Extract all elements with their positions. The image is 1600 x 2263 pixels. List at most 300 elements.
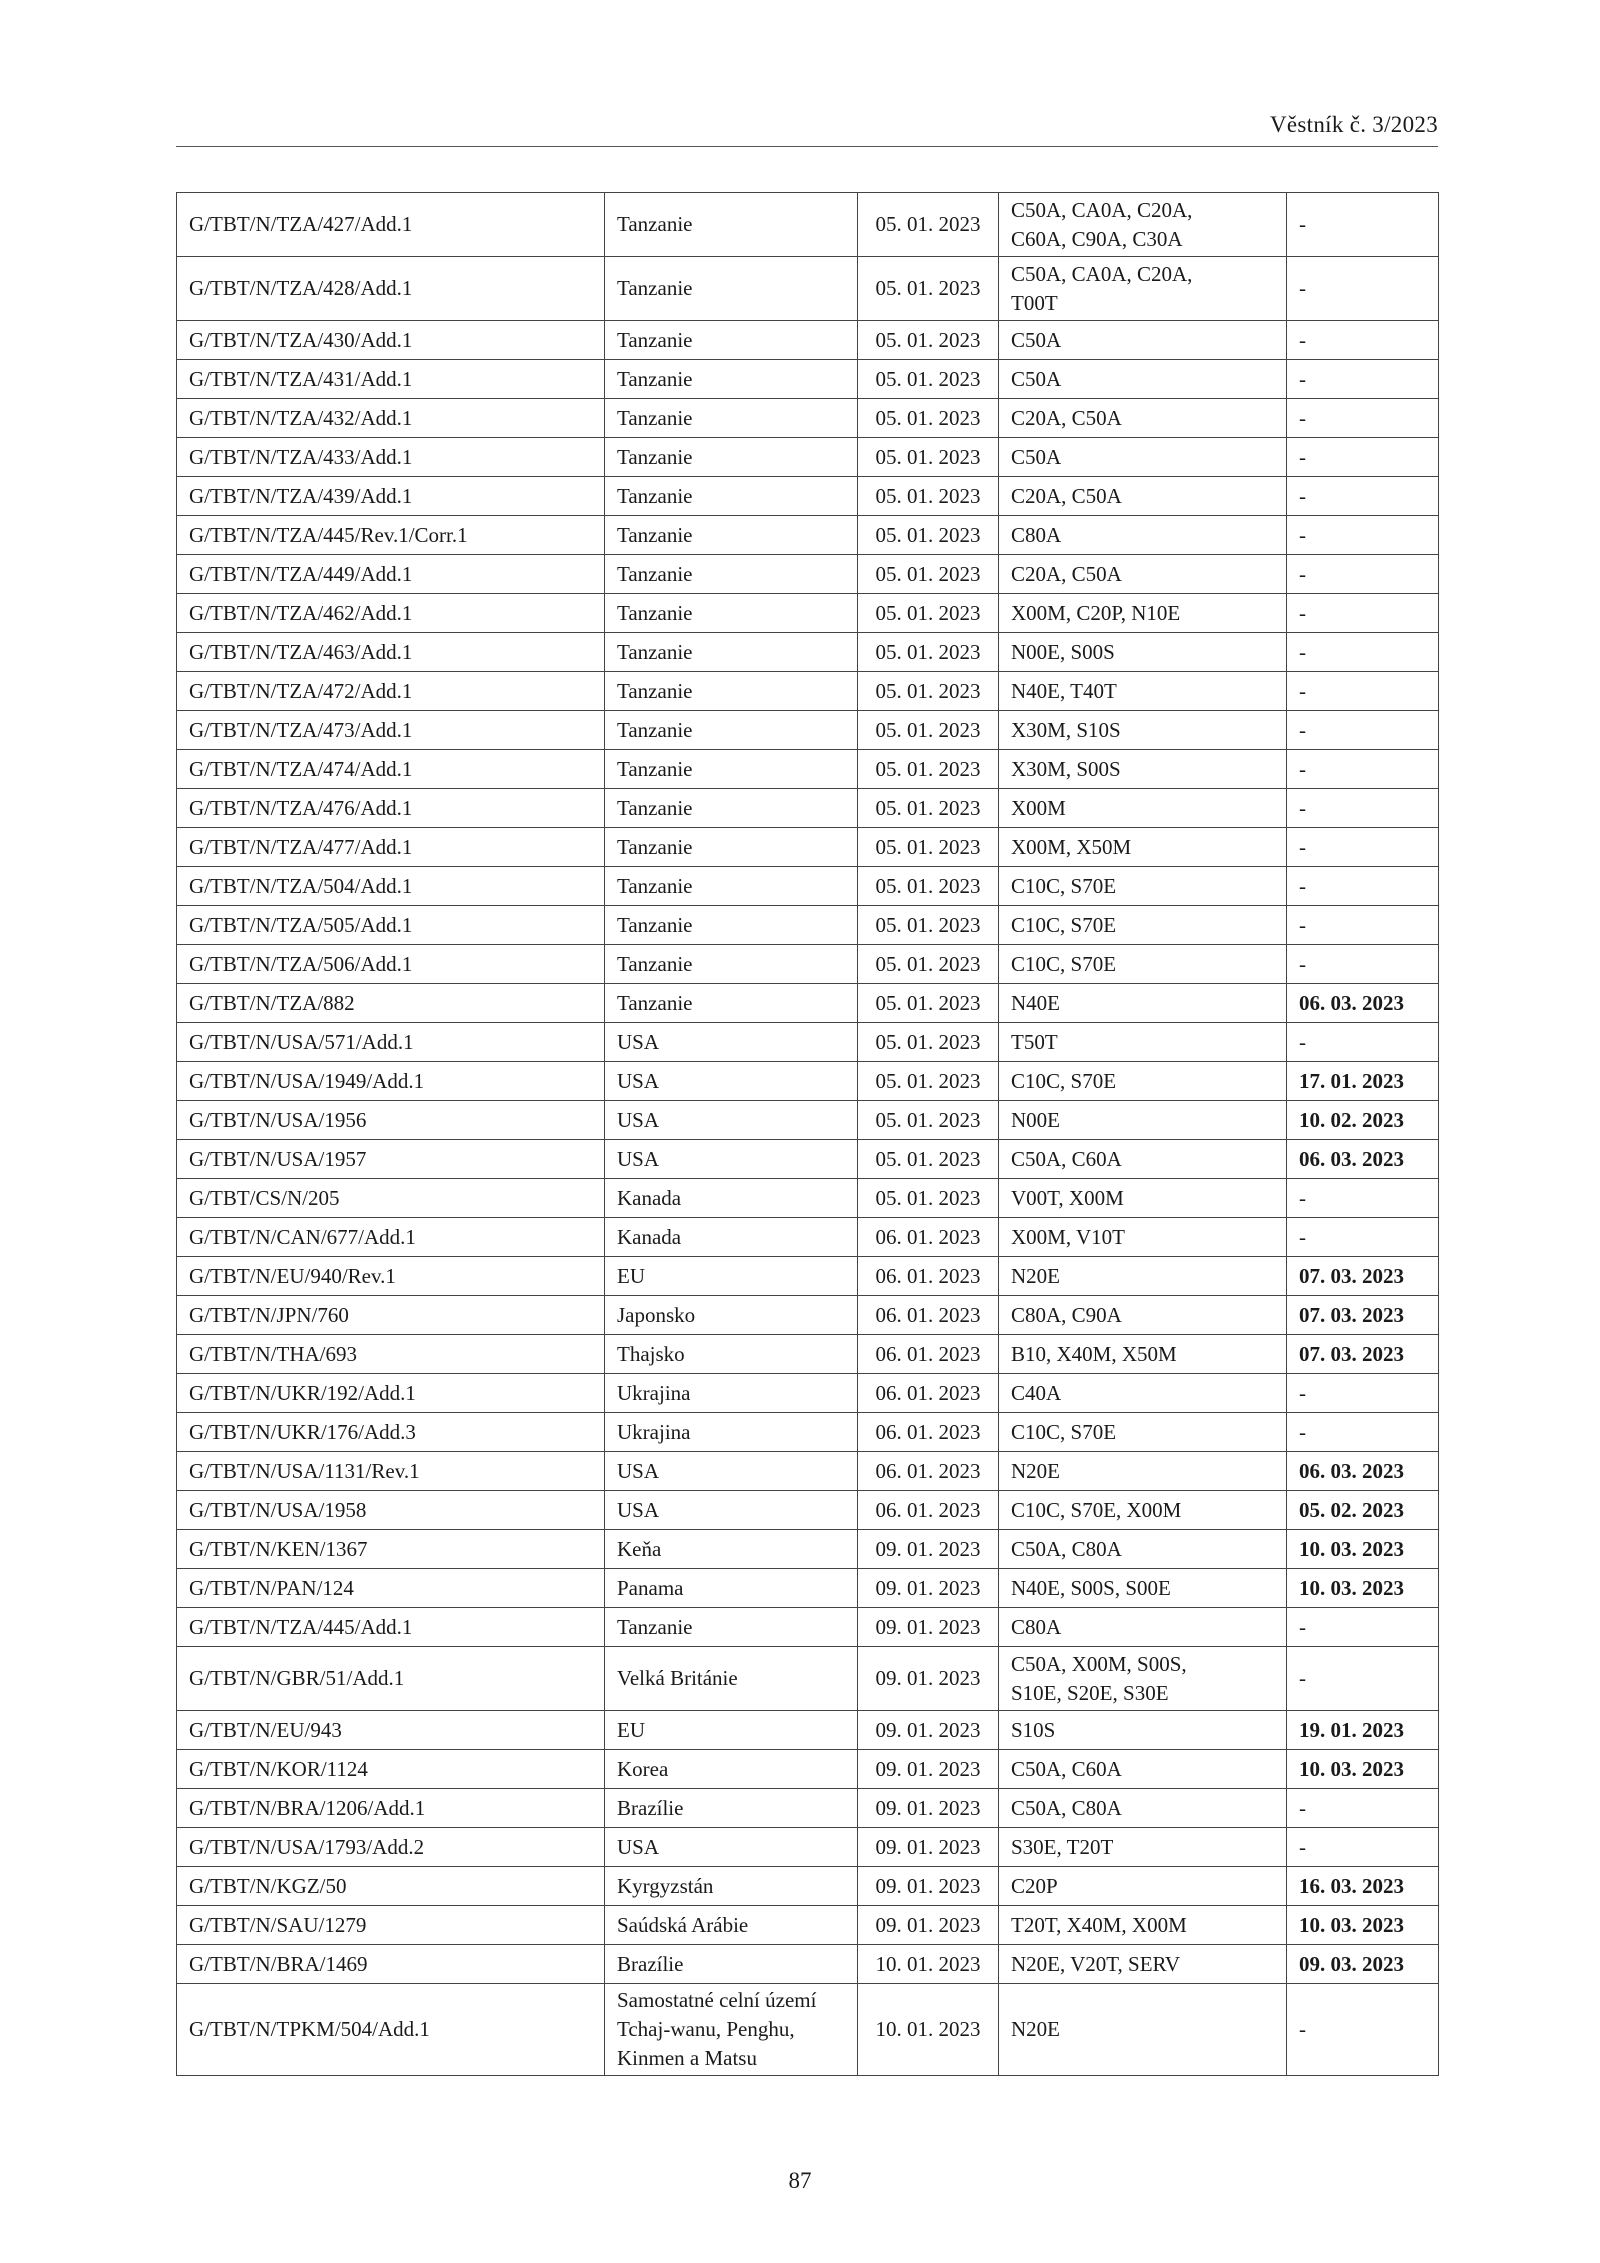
codes-text: N40E, S00S, S00E [1011, 1575, 1171, 1600]
codes-cell [999, 1711, 1287, 1750]
date-text: 05. 01. 2023 [875, 678, 981, 703]
deadline-cell [1287, 1296, 1439, 1335]
date-cell [858, 1647, 999, 1711]
deadline-cell [1287, 1491, 1439, 1530]
notification-ref-text: G/TBT/N/TZA/449/Add.1 [189, 561, 413, 586]
country-cell [605, 906, 858, 945]
date-text: 06. 01. 2023 [875, 1380, 981, 1405]
codes-cell [999, 1140, 1287, 1179]
codes-cell [999, 193, 1287, 257]
table-row [177, 1140, 1439, 1179]
notification-ref-text: G/TBT/N/TZA/504/Add.1 [189, 873, 413, 898]
country-text: Tanzanie [617, 912, 693, 937]
date-cell [858, 633, 999, 672]
country-cell [605, 1140, 858, 1179]
deadline-text: 06. 03. 2023 [1299, 1146, 1404, 1171]
notification-ref-cell [177, 1257, 605, 1296]
country-text: Tanzanie [617, 678, 693, 703]
date-cell [858, 1491, 999, 1530]
table-row [177, 257, 1439, 321]
codes-cell [999, 516, 1287, 555]
date-cell [858, 1062, 999, 1101]
country-text: Kanada [617, 1224, 682, 1249]
country-text: Kanada [617, 1185, 682, 1210]
deadline-text: - [1299, 522, 1306, 547]
date-cell [858, 1335, 999, 1374]
date-cell [858, 906, 999, 945]
deadline-text: - [1299, 1614, 1306, 1639]
country-cell [605, 789, 858, 828]
country-cell [605, 1945, 858, 1984]
notification-ref-cell [177, 555, 605, 594]
date-text: 05. 01. 2023 [875, 327, 981, 352]
notification-ref-cell [177, 984, 605, 1023]
notification-ref-text: G/TBT/N/KEN/1367 [189, 1536, 368, 1561]
codes-cell [999, 1945, 1287, 1984]
deadline-text: 10. 03. 2023 [1299, 1536, 1404, 1561]
codes-cell [999, 1750, 1287, 1789]
country-text: Tanzanie [617, 756, 693, 781]
codes-text: C50A, C80A [1011, 1795, 1122, 1820]
date-cell [858, 789, 999, 828]
notification-ref-text: G/TBT/N/TZA/473/Add.1 [189, 717, 413, 742]
deadline-cell [1287, 1257, 1439, 1296]
codes-text: X30M, S10S [1011, 717, 1121, 742]
country-text: Kyrgyzstán [617, 1873, 714, 1898]
deadline-cell [1287, 1984, 1439, 2076]
codes-text: C10C, S70E [1011, 951, 1117, 976]
country-text: Thajsko [617, 1341, 685, 1366]
codes-text: C50A, X00M, S00S, S10E, S20E, S30E [1011, 1651, 1187, 1705]
deadline-text: 10. 03. 2023 [1299, 1575, 1404, 1600]
country-cell [605, 1413, 858, 1452]
date-text: 05. 01. 2023 [875, 1185, 981, 1210]
date-cell [858, 984, 999, 1023]
table-row [177, 321, 1439, 360]
deadline-text: - [1299, 276, 1306, 300]
country-cell [605, 1867, 858, 1906]
country-text: Keňa [617, 1536, 662, 1561]
date-text: 05. 01. 2023 [875, 990, 981, 1015]
date-cell [858, 867, 999, 906]
country-cell [605, 1530, 858, 1569]
notification-ref-cell [177, 1750, 605, 1789]
date-text: 09. 01. 2023 [875, 1614, 981, 1639]
codes-text: C80A [1011, 1614, 1062, 1639]
date-text: 05. 01. 2023 [875, 873, 981, 898]
notification-ref-cell [177, 828, 605, 867]
codes-text: C50A [1011, 366, 1062, 391]
table-row [177, 1374, 1439, 1413]
codes-text: C40A [1011, 1380, 1062, 1405]
table-row [177, 516, 1439, 555]
codes-text: C20P [1011, 1873, 1058, 1898]
notification-ref-cell [177, 672, 605, 711]
date-cell [858, 1530, 999, 1569]
notification-ref-text: G/TBT/N/BRA/1469 [189, 1951, 368, 1976]
country-text: USA [617, 1458, 660, 1483]
notification-ref-cell [177, 1711, 605, 1750]
deadline-cell [1287, 1179, 1439, 1218]
country-text: USA [617, 1029, 660, 1054]
deadline-cell [1287, 789, 1439, 828]
notification-ref-cell [177, 1452, 605, 1491]
deadline-cell [1287, 477, 1439, 516]
deadline-text: - [1299, 912, 1306, 937]
deadline-cell [1287, 945, 1439, 984]
codes-text: B10, X40M, X50M [1011, 1341, 1177, 1366]
country-cell [605, 750, 858, 789]
deadline-cell [1287, 1750, 1439, 1789]
notification-ref-text: G/TBT/N/UKR/176/Add.3 [189, 1419, 416, 1444]
codes-cell [999, 1906, 1287, 1945]
date-cell [858, 945, 999, 984]
date-cell [858, 257, 999, 321]
date-cell [858, 672, 999, 711]
codes-cell [999, 594, 1287, 633]
notification-ref-text: G/TBT/N/USA/1956 [189, 1107, 367, 1132]
deadline-cell [1287, 984, 1439, 1023]
country-cell [605, 1608, 858, 1647]
country-cell [605, 1569, 858, 1608]
country-text: Tanzanie [617, 366, 693, 391]
codes-cell [999, 1101, 1287, 1140]
country-cell [605, 1984, 858, 2076]
country-cell [605, 1335, 858, 1374]
notification-ref-cell [177, 1140, 605, 1179]
table-row [177, 1867, 1439, 1906]
country-cell [605, 1647, 858, 1711]
date-cell [858, 438, 999, 477]
country-text: USA [617, 1107, 660, 1132]
codes-cell [999, 867, 1287, 906]
country-cell [605, 633, 858, 672]
deadline-text: - [1299, 444, 1306, 469]
codes-text: N40E [1011, 990, 1060, 1015]
bulletin-title: Věstník č. 3/2023 [1270, 112, 1438, 137]
date-cell [858, 1374, 999, 1413]
deadline-text: - [1299, 561, 1306, 586]
notification-ref-cell [177, 1179, 605, 1218]
country-cell [605, 438, 858, 477]
country-cell [605, 193, 858, 257]
country-cell [605, 1257, 858, 1296]
date-cell [858, 1608, 999, 1647]
codes-text: C50A, CA0A, C20A, T00T [1011, 261, 1193, 315]
deadline-text: 19. 01. 2023 [1299, 1717, 1404, 1742]
country-cell [605, 1750, 858, 1789]
country-cell [605, 867, 858, 906]
codes-cell [999, 1984, 1287, 2076]
codes-cell [999, 399, 1287, 438]
codes-text: C20A, C50A [1011, 405, 1122, 430]
deadline-text: 06. 03. 2023 [1299, 1458, 1404, 1483]
table-row [177, 1179, 1439, 1218]
deadline-text: - [1299, 873, 1306, 898]
country-text: Tanzanie [617, 717, 693, 742]
date-cell [858, 1023, 999, 1062]
codes-text: X00M, V10T [1011, 1224, 1125, 1249]
country-text: USA [617, 1497, 660, 1522]
notification-ref-cell [177, 750, 605, 789]
table-row [177, 1452, 1439, 1491]
codes-cell [999, 1413, 1287, 1452]
notification-ref-cell [177, 477, 605, 516]
country-cell [605, 984, 858, 1023]
notification-ref-cell [177, 594, 605, 633]
deadline-cell [1287, 321, 1439, 360]
notification-ref-cell [177, 1491, 605, 1530]
codes-text: T50T [1011, 1029, 1058, 1054]
table-row [177, 1101, 1439, 1140]
notification-ref-text: G/TBT/N/SAU/1279 [189, 1912, 367, 1937]
date-text: 09. 01. 2023 [875, 1912, 981, 1937]
table-row [177, 867, 1439, 906]
table-row [177, 438, 1439, 477]
country-cell [605, 360, 858, 399]
deadline-cell [1287, 867, 1439, 906]
table-row [177, 984, 1439, 1023]
deadline-text: - [1299, 1834, 1306, 1859]
country-cell [605, 1711, 858, 1750]
table-row [177, 1335, 1439, 1374]
table-row [177, 1413, 1439, 1452]
codes-text: X00M, C20P, N10E [1011, 600, 1181, 625]
notification-ref-text: G/TBT/N/KOR/1124 [189, 1756, 368, 1781]
codes-text: C20A, C50A [1011, 483, 1122, 508]
date-text: 05. 01. 2023 [875, 522, 981, 547]
notification-ref-text: G/TBT/N/TZA/462/Add.1 [189, 600, 413, 625]
date-cell [858, 1452, 999, 1491]
country-text: EU [617, 1717, 645, 1742]
notification-ref-cell [177, 1608, 605, 1647]
country-text: Tanzanie [617, 795, 693, 820]
codes-text: C10C, S70E [1011, 1419, 1117, 1444]
date-cell [858, 1179, 999, 1218]
codes-cell [999, 906, 1287, 945]
codes-cell [999, 633, 1287, 672]
date-cell [858, 1218, 999, 1257]
country-text: Tanzanie [617, 405, 693, 430]
date-text: 05. 01. 2023 [875, 1029, 981, 1054]
country-cell [605, 1374, 858, 1413]
country-cell [605, 828, 858, 867]
deadline-cell [1287, 633, 1439, 672]
country-text: Ukrajina [617, 1419, 691, 1444]
notification-ref-text: G/TBT/N/USA/1131/Rev.1 [189, 1458, 420, 1483]
date-text: 05. 01. 2023 [875, 444, 981, 469]
codes-cell [999, 360, 1287, 399]
deadline-cell [1287, 1023, 1439, 1062]
codes-text: V00T, X00M [1011, 1185, 1124, 1210]
date-text: 10. 01. 2023 [875, 1951, 981, 1976]
notification-ref-text: G/TBT/N/CAN/677/Add.1 [189, 1224, 416, 1249]
country-cell [605, 1023, 858, 1062]
notification-ref-text: G/TBT/N/USA/1958 [189, 1497, 367, 1522]
country-text: Tanzanie [617, 951, 693, 976]
table-row [177, 1711, 1439, 1750]
notification-ref-cell [177, 906, 605, 945]
notification-ref-cell [177, 1984, 605, 2076]
date-cell [858, 1984, 999, 2076]
deadline-cell [1287, 1452, 1439, 1491]
country-cell [605, 1906, 858, 1945]
date-text: 05. 01. 2023 [875, 951, 981, 976]
deadline-text: - [1299, 1185, 1306, 1210]
country-cell [605, 321, 858, 360]
codes-text: S30E, T20T [1011, 1834, 1114, 1859]
date-cell [858, 1101, 999, 1140]
country-text: USA [617, 1068, 660, 1093]
date-text: 05. 01. 2023 [875, 483, 981, 508]
country-text: Tanzanie [617, 834, 693, 859]
deadline-text: - [1299, 795, 1306, 820]
notification-ref-text: G/TBT/N/TZA/477/Add.1 [189, 834, 413, 859]
codes-cell [999, 789, 1287, 828]
table-row [177, 594, 1439, 633]
date-text: 06. 01. 2023 [875, 1302, 981, 1327]
notification-ref-cell [177, 1218, 605, 1257]
deadline-text: - [1299, 1419, 1306, 1444]
codes-cell [999, 711, 1287, 750]
notification-ref-text: G/TBT/N/TZA/505/Add.1 [189, 912, 413, 937]
notification-ref-cell [177, 438, 605, 477]
codes-cell [999, 1296, 1287, 1335]
country-cell [605, 945, 858, 984]
notification-ref-cell [177, 1413, 605, 1452]
date-text: 09. 01. 2023 [875, 1717, 981, 1742]
notification-ref-cell [177, 1530, 605, 1569]
date-text: 05. 01. 2023 [875, 834, 981, 859]
codes-cell [999, 945, 1287, 984]
notification-ref-cell [177, 321, 605, 360]
table-row [177, 1569, 1439, 1608]
date-text: 05. 01. 2023 [875, 1107, 981, 1132]
table-row [177, 633, 1439, 672]
country-text: Korea [617, 1756, 669, 1781]
date-cell [858, 1296, 999, 1335]
deadline-text: - [1299, 212, 1306, 236]
notification-ref-text: G/TBT/N/PAN/124 [189, 1575, 354, 1600]
date-cell [858, 594, 999, 633]
codes-cell [999, 750, 1287, 789]
codes-cell [999, 257, 1287, 321]
deadline-cell [1287, 1867, 1439, 1906]
country-text: EU [617, 1263, 645, 1288]
deadline-cell [1287, 711, 1439, 750]
notification-ref-cell [177, 1789, 605, 1828]
notification-ref-cell [177, 1023, 605, 1062]
codes-text: S10S [1011, 1717, 1056, 1742]
notification-ref-text: G/TBT/N/TZA/432/Add.1 [189, 405, 413, 430]
table-row [177, 1647, 1439, 1711]
deadline-text: - [1299, 1380, 1306, 1405]
deadline-cell [1287, 1218, 1439, 1257]
deadline-text: 09. 03. 2023 [1299, 1951, 1404, 1976]
deadline-text: - [1299, 717, 1306, 742]
deadline-cell [1287, 555, 1439, 594]
codes-text: C80A, C90A [1011, 1302, 1122, 1327]
country-text: Japonsko [617, 1302, 696, 1327]
codes-text: X30M, S00S [1011, 756, 1121, 781]
country-text: Panama [617, 1575, 684, 1600]
codes-text: N00E, S00S [1011, 639, 1115, 664]
notification-ref-cell [177, 360, 605, 399]
deadline-cell [1287, 1101, 1439, 1140]
table-row [177, 1257, 1439, 1296]
codes-cell [999, 1179, 1287, 1218]
table-row [177, 1828, 1439, 1867]
notification-ref-cell [177, 945, 605, 984]
codes-text: T20T, X40M, X00M [1011, 1912, 1187, 1937]
codes-cell [999, 1374, 1287, 1413]
date-text: 05. 01. 2023 [875, 561, 981, 586]
notification-ref-text: G/TBT/N/TPKM/504/Add.1 [189, 2017, 430, 2041]
deadline-cell [1287, 1906, 1439, 1945]
notification-ref-text: G/TBT/N/USA/1793/Add.2 [189, 1834, 425, 1859]
deadline-text: - [1299, 327, 1306, 352]
date-text: 06. 01. 2023 [875, 1497, 981, 1522]
notification-ref-text: G/TBT/N/TZA/439/Add.1 [189, 483, 413, 508]
notification-ref-text: G/TBT/N/JPN/760 [189, 1302, 349, 1327]
date-cell [858, 1257, 999, 1296]
notification-ref-text: G/TBT/N/TZA/445/Rev.1/Corr.1 [189, 522, 468, 547]
date-cell [858, 399, 999, 438]
date-text: 10. 01. 2023 [875, 2017, 981, 2041]
country-cell [605, 1101, 858, 1140]
codes-text: C50A, C60A [1011, 1756, 1122, 1781]
codes-cell [999, 1789, 1287, 1828]
codes-cell [999, 1452, 1287, 1491]
date-cell [858, 555, 999, 594]
notification-ref-text: G/TBT/N/TZA/445/Add.1 [189, 1614, 413, 1639]
date-text: 09. 01. 2023 [875, 1536, 981, 1561]
codes-cell [999, 1491, 1287, 1530]
deadline-text: - [1299, 600, 1306, 625]
notification-ref-text: G/TBT/N/USA/1957 [189, 1146, 367, 1171]
table-row [177, 828, 1439, 867]
country-cell [605, 594, 858, 633]
deadline-cell [1287, 750, 1439, 789]
deadline-cell [1287, 1789, 1439, 1828]
date-text: 09. 01. 2023 [875, 1575, 981, 1600]
table-row [177, 1789, 1439, 1828]
codes-text: N20E, V20T, SERV [1011, 1951, 1181, 1976]
country-cell [605, 711, 858, 750]
date-cell [858, 1413, 999, 1452]
deadline-text: - [1299, 405, 1306, 430]
codes-text: C50A, C60A [1011, 1146, 1122, 1171]
codes-text: C10C, S70E [1011, 912, 1117, 937]
country-text: Tanzanie [617, 444, 693, 469]
deadline-text: 07. 03. 2023 [1299, 1263, 1404, 1288]
codes-cell [999, 1867, 1287, 1906]
country-text: Tanzanie [617, 990, 693, 1015]
deadline-cell [1287, 516, 1439, 555]
country-cell [605, 555, 858, 594]
deadline-cell [1287, 1335, 1439, 1374]
notification-ref-cell [177, 867, 605, 906]
country-text: Tanzanie [617, 561, 693, 586]
codes-cell [999, 1335, 1287, 1374]
date-text: 06. 01. 2023 [875, 1263, 981, 1288]
date-text: 06. 01. 2023 [875, 1419, 981, 1444]
codes-text: N20E [1011, 2017, 1060, 2041]
codes-cell [999, 1530, 1287, 1569]
date-text: 06. 01. 2023 [875, 1224, 981, 1249]
codes-text: N20E [1011, 1263, 1060, 1288]
notification-ref-text: G/TBT/N/TZA/476/Add.1 [189, 795, 413, 820]
